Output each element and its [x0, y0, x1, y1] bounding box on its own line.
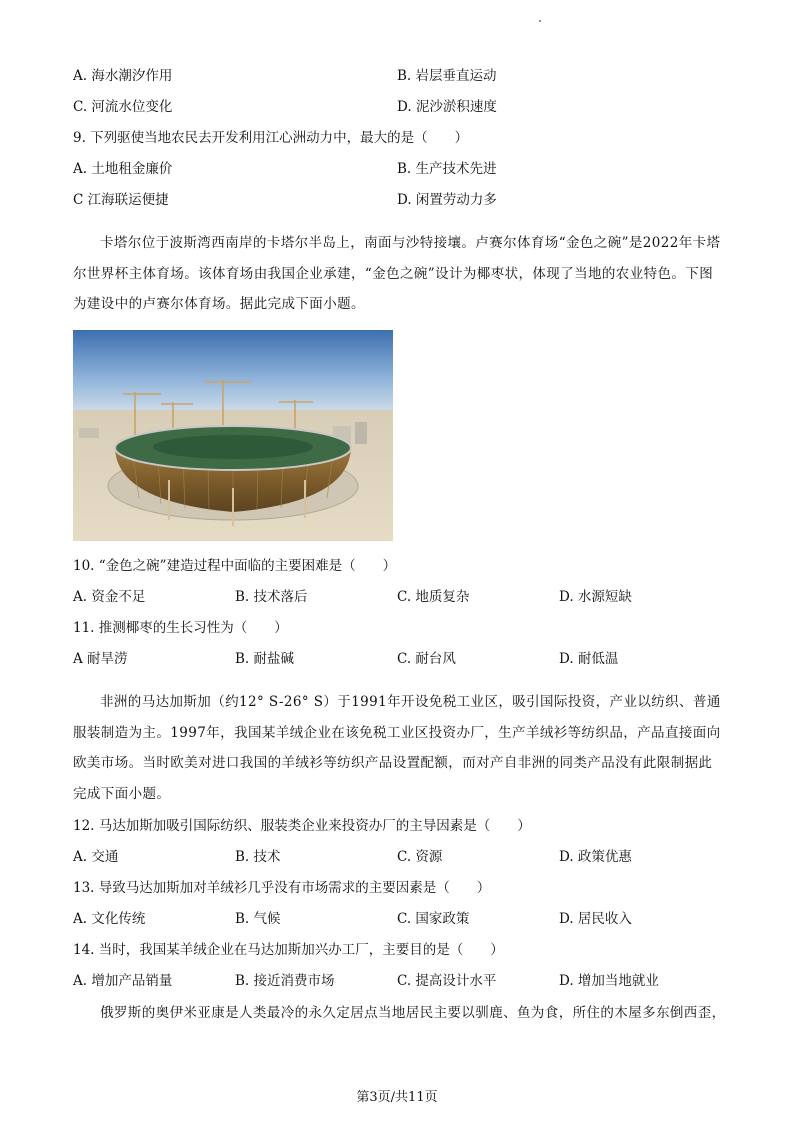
q14-option-a: A. 增加产品销量 — [73, 973, 173, 989]
passage-qatar: 卡塔尔位于波斯湾西南岸的卡塔尔半岛上，南面与沙特接壤。卢赛尔体育场“金色之碗”是2022年卡塔尔世界杯主体育场。该体育场由我国企业承建，“金色之碗”设计为椰枣状，体现了当地的农业特色。下图为建设中的卢赛尔体育场。据此完成下面小题。 — [73, 235, 721, 312]
q14-option-b: B. 接近消费市场 — [235, 973, 335, 989]
scan-speck — [539, 20, 541, 22]
q11-option-b: B. 耐盐碱 — [235, 651, 295, 667]
q8-option-b: B. 岩层垂直运动 — [397, 68, 497, 84]
q10-option-a: A. 资金不足 — [73, 589, 146, 605]
q8-option-d: D. 泥沙淤积速度 — [397, 99, 497, 115]
q8-option-a: A. 海水潮汐作用 — [73, 68, 173, 84]
q9-option-c: C 江海联运便捷 — [73, 192, 169, 208]
q13-option-a: A. 文化传统 — [73, 911, 146, 927]
passage-madagascar: 非洲的马达加斯加（约12° S-26° S）于1991年开设免税工业区，吸引国际投资，产业以纺织、普通服装制造为主。1997年，我国某羊绒企业在该免税工业区投资办厂，生产羊绒衫等纺织品，产品直接面向欧美市场。当时欧美对进口我国的羊绒衫等纺织产品设置配额，而对产自非洲的同类产品没有此限制据此完成下面小题。 — [73, 694, 721, 802]
q12-option-d: D. 政策优惠 — [559, 849, 632, 865]
q12-option-a: A. 交通 — [73, 849, 119, 865]
q14-stem: 14. 当时，我国某羊绒企业在马达加斯加兴办工厂，主要目的是（ ） — [73, 942, 504, 958]
q10-stem: 10. “金色之碗”建造过程中面临的主要困难是（ ） — [73, 558, 397, 574]
q10-option-c: C. 地质复杂 — [397, 589, 470, 605]
q11-stem: 11. 推测椰枣的生长习性为（ ） — [73, 620, 288, 636]
q9-option-a: A. 土地租金廉价 — [73, 161, 173, 177]
q11-option-c: C. 耐台风 — [397, 651, 456, 667]
q11-option-a: A 耐旱涝 — [73, 651, 128, 667]
q14-option-c: C. 提高设计水平 — [397, 973, 497, 989]
q14-option-d: D. 增加当地就业 — [559, 973, 659, 989]
q8-option-c: C. 河流水位变化 — [73, 99, 173, 115]
q9-option-d: D. 闲置劳动力多 — [397, 192, 497, 208]
page-number-footer: 第3页/共11页 — [356, 1090, 438, 1105]
stadium-construction-photo — [73, 330, 393, 541]
passage-russia-start: 俄罗斯的奥伊米亚康是人类最冷的永久定居点当地居民主要以驯鹿、鱼为食，所住的木屋多东倒西歪， — [100, 1005, 726, 1021]
q13-option-c: C. 国家政策 — [397, 911, 470, 927]
q10-option-b: B. 技术落后 — [235, 589, 308, 605]
q12-option-c: C. 资源 — [397, 849, 443, 865]
q13-option-b: B. 气候 — [235, 911, 281, 927]
q9-option-b: B. 生产技术先进 — [397, 161, 497, 177]
q11-option-d: D. 耐低温 — [559, 651, 619, 667]
q12-stem: 12. 马达加斯加吸引国际纺织、服装类企业来投资办厂的主导因素是（ ） — [73, 818, 531, 834]
q10-option-d: D. 水源短缺 — [559, 589, 632, 605]
q9-stem: 9. 下列驱使当地农民去开发利用江心洲动力中，最大的是（ ） — [73, 130, 469, 146]
q13-option-d: D. 居民收入 — [559, 911, 632, 927]
q12-option-b: B. 技术 — [235, 849, 281, 865]
q13-stem: 13. 导致马达加斯加对羊绒衫几乎没有市场需求的主要因素是（ ） — [73, 880, 491, 896]
